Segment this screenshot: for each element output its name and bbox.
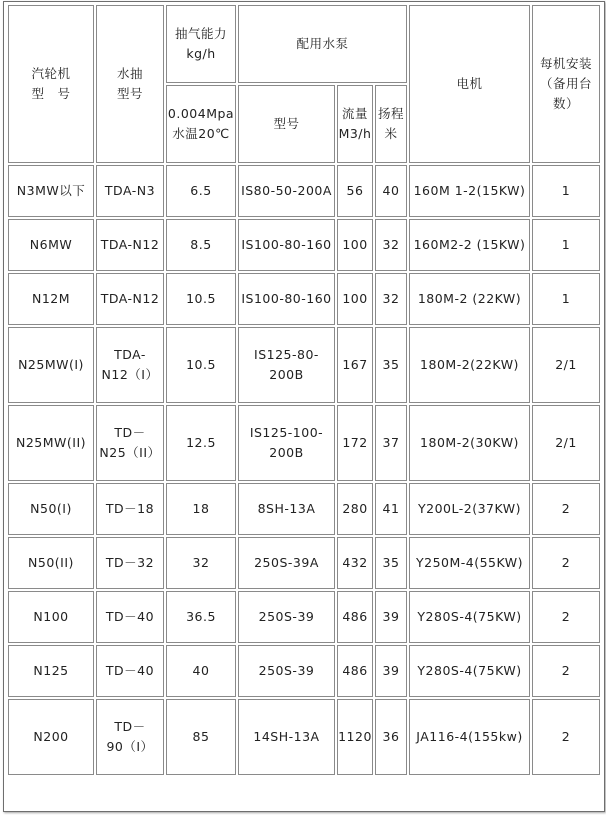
motor-cell: 160M 1-2(15KW) (409, 165, 530, 217)
header-motor: 电机 (409, 5, 530, 163)
pump-model-cell: IS100-80-160 (238, 219, 335, 271)
head-cell: 37 (375, 405, 407, 481)
motor-cell: Y200L-2(37KW) (409, 483, 530, 535)
header-head: 扬程 米 (375, 85, 407, 163)
flow-cell: 167 (337, 327, 373, 403)
pump-model-cell: 250S-39 (238, 591, 335, 643)
head-cell: 40 (375, 165, 407, 217)
water-pump-cell: TD－40 (96, 591, 164, 643)
pump-model-cell: 250S-39A (238, 537, 335, 589)
quantity-cell: 2/1 (532, 327, 600, 403)
water-pump-cell: TD－32 (96, 537, 164, 589)
head-cell: 35 (375, 537, 407, 589)
capacity-cell: 85 (166, 699, 236, 775)
turbine-cell: N12M (8, 273, 94, 325)
quantity-cell: 2 (532, 699, 600, 775)
table-row (8, 591, 600, 643)
quantity-cell: 1 (532, 273, 600, 325)
pump-model-cell: 14SH-13A (238, 699, 335, 775)
water-pump-cell: TD－18 (96, 483, 164, 535)
head-cell: 41 (375, 483, 407, 535)
flow-cell: 1120 (337, 699, 373, 775)
pump-model-cell: IS125-80- 200B (238, 327, 335, 403)
turbine-cell: N50(II) (8, 537, 94, 589)
flow-cell: 172 (337, 405, 373, 481)
turbine-cell: N50(I) (8, 483, 94, 535)
capacity-cell: 18 (166, 483, 236, 535)
quantity-cell: 2 (532, 483, 600, 535)
water-pump-cell: TDA-N12 (96, 273, 164, 325)
header-suction-condition: 0.004Mpa 水温20℃ (166, 85, 236, 163)
capacity-cell: 6.5 (166, 165, 236, 217)
table-row (8, 327, 600, 403)
capacity-cell: 40 (166, 645, 236, 697)
motor-cell: 160M2-2 (15KW) (409, 219, 530, 271)
header-water-pump-model: 水抽 型号 (96, 5, 164, 163)
water-pump-cell: TDA- N12（I） (96, 327, 164, 403)
quantity-cell: 2 (532, 537, 600, 589)
head-cell: 35 (375, 327, 407, 403)
turbine-cell: N3MW以下 (8, 165, 94, 217)
capacity-cell: 32 (166, 537, 236, 589)
pump-model-cell: 250S-39 (238, 645, 335, 697)
capacity-cell: 10.5 (166, 327, 236, 403)
motor-cell: 180M-2(22KW) (409, 327, 530, 403)
table-row (8, 483, 600, 535)
turbine-cell: N25MW(I) (8, 327, 94, 403)
water-pump-cell: TD－40 (96, 645, 164, 697)
flow-cell: 486 (337, 645, 373, 697)
head-cell: 39 (375, 591, 407, 643)
table-row (8, 405, 600, 481)
capacity-cell: 12.5 (166, 405, 236, 481)
water-pump-cell: TD－ N25（II） (96, 405, 164, 481)
motor-cell: JA116-4(155kw) (409, 699, 530, 775)
header-pump-model: 型号 (238, 85, 335, 163)
flow-cell: 100 (337, 219, 373, 271)
head-cell: 32 (375, 273, 407, 325)
turbine-cell: N100 (8, 591, 94, 643)
flow-cell: 100 (337, 273, 373, 325)
header-flow: 流量 M3/h (337, 85, 373, 163)
motor-cell: Y280S-4(75KW) (409, 645, 530, 697)
quantity-cell: 2/1 (532, 405, 600, 481)
turbine-cell: N25MW(II) (8, 405, 94, 481)
motor-cell: 180M-2(30KW) (409, 405, 530, 481)
table-row (8, 273, 600, 325)
head-cell: 39 (375, 645, 407, 697)
pump-model-cell: 8SH-13A (238, 483, 335, 535)
motor-cell: 180M-2 (22KW) (409, 273, 530, 325)
head-cell: 36 (375, 699, 407, 775)
quantity-cell: 1 (532, 165, 600, 217)
turbine-cell: N200 (8, 699, 94, 775)
quantity-cell: 2 (532, 645, 600, 697)
capacity-cell: 8.5 (166, 219, 236, 271)
table-row (8, 165, 600, 217)
table-row (8, 645, 600, 697)
water-pump-cell: TD－ 90（I） (96, 699, 164, 775)
flow-cell: 56 (337, 165, 373, 217)
header-matching-pump: 配用水泵 (238, 5, 407, 83)
motor-cell: Y250M-4(55KW) (409, 537, 530, 589)
capacity-cell: 36.5 (166, 591, 236, 643)
water-pump-cell: TDA-N3 (96, 165, 164, 217)
capacity-cell: 10.5 (166, 273, 236, 325)
flow-cell: 280 (337, 483, 373, 535)
header-suction-capacity: 抽气能力 kg/h (166, 5, 236, 83)
quantity-cell: 1 (532, 219, 600, 271)
table-row (8, 537, 600, 589)
motor-cell: Y280S-4(75KW) (409, 591, 530, 643)
turbine-cell: N6MW (8, 219, 94, 271)
flow-cell: 432 (337, 537, 373, 589)
pump-spec-table (6, 3, 602, 777)
pump-model-cell: IS80-50-200A (238, 165, 335, 217)
quantity-cell: 2 (532, 591, 600, 643)
flow-cell: 486 (337, 591, 373, 643)
pump-model-cell: IS100-80-160 (238, 273, 335, 325)
table-row (8, 699, 600, 775)
header-turbine-model: 汽轮机 型 号 (8, 5, 94, 163)
table-row (8, 219, 600, 271)
pump-model-cell: IS125-100- 200B (238, 405, 335, 481)
turbine-cell: N125 (8, 645, 94, 697)
head-cell: 32 (375, 219, 407, 271)
water-pump-cell: TDA-N12 (96, 219, 164, 271)
header-install-per-unit: 每机安装 （备用台 数） (532, 5, 600, 163)
